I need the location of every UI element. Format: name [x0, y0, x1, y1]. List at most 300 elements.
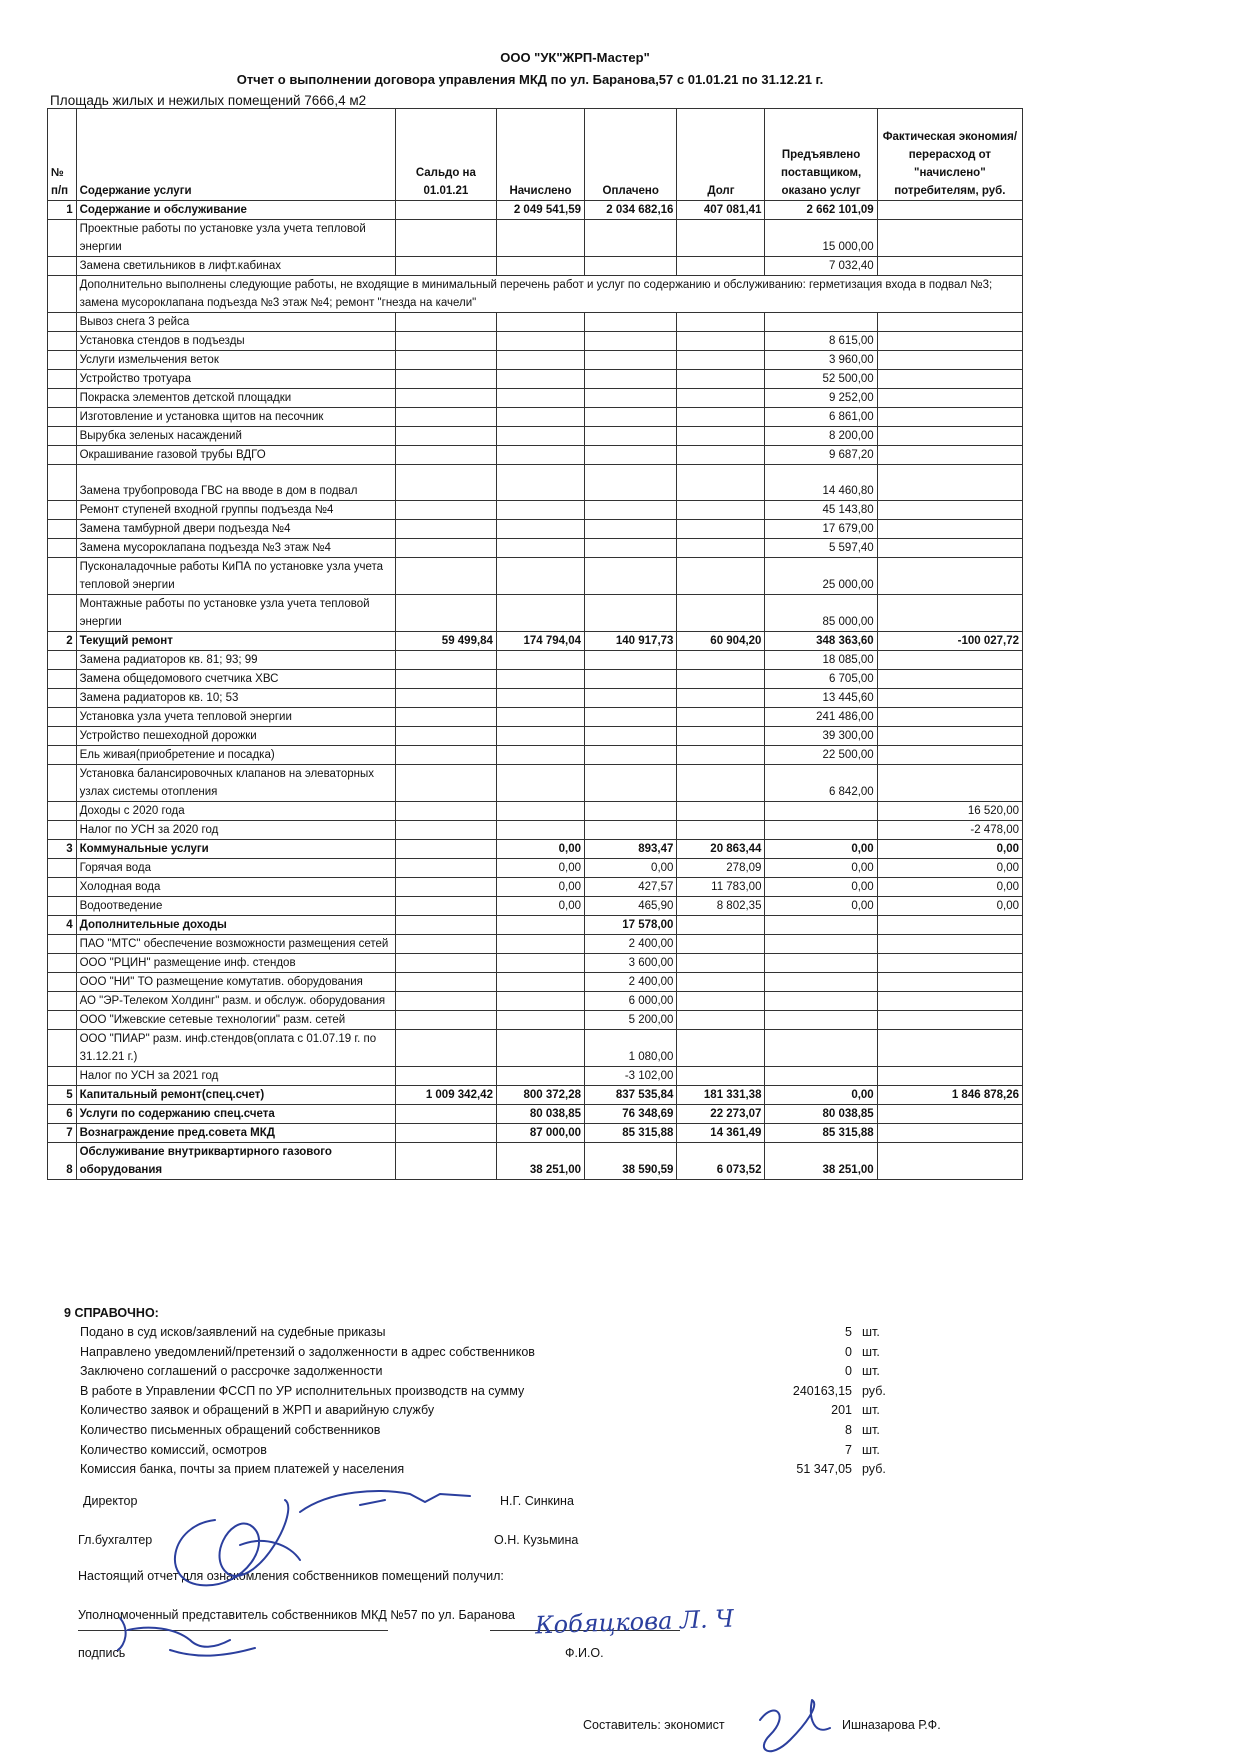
cell-paid: 465,90 [585, 897, 677, 916]
director-name: Н.Г. Синкина [500, 1494, 574, 1508]
reference-value: 7 [845, 1442, 852, 1457]
cell-fact [877, 389, 1022, 408]
cell-paid [585, 332, 677, 351]
cell-accrued [496, 670, 584, 689]
cell-saldo [395, 408, 496, 427]
cell-supplier: 80 038,85 [765, 1105, 877, 1124]
cell-no [48, 539, 77, 558]
col-header-no: № п/п [48, 109, 77, 201]
cell-supplier: 8 200,00 [765, 427, 877, 446]
table-row [48, 708, 1023, 727]
cell-no: 4 [48, 916, 77, 935]
table-header-row [48, 109, 1023, 201]
cell-accrued [496, 501, 584, 520]
cell-name: Пусконаладочные работы КиПА по установке узла учета тепловой энергии [76, 558, 395, 595]
table-row [48, 1143, 1023, 1180]
reference-number: 9 [64, 1306, 71, 1320]
table-row [48, 916, 1023, 935]
cell-saldo [395, 332, 496, 351]
cell-name: Ремонт ступеней входной группы подъезда №4 [76, 501, 395, 520]
cell-fact [877, 408, 1022, 427]
cell-saldo [395, 916, 496, 935]
cell-supplier: 45 143,80 [765, 501, 877, 520]
cell-name: Услуги измельчения веток [76, 351, 395, 370]
cell-supplier [765, 973, 877, 992]
reference-unit: шт. [862, 1403, 880, 1418]
reference-unit: шт. [862, 1344, 880, 1359]
cell-name: Установка узла учета тепловой энергии [76, 708, 395, 727]
cell-saldo [395, 878, 496, 897]
cell-name: АО "ЭР-Телеком Холдинг" разм. и обслуж. оборудования [76, 992, 395, 1011]
table-row [48, 670, 1023, 689]
cell-fact [877, 427, 1022, 446]
cell-saldo [395, 201, 496, 220]
cell-supplier: 2 662 101,09 [765, 201, 877, 220]
cell-paid [585, 746, 677, 765]
cell-no [48, 1011, 77, 1030]
cell-fact [877, 1143, 1022, 1180]
cell-saldo [395, 427, 496, 446]
cell-debt [677, 746, 765, 765]
cell-fact [877, 670, 1022, 689]
org-title: ООО "УК"ЖРП-Мастер" [500, 50, 650, 65]
cell-debt: 6 073,52 [677, 1143, 765, 1180]
report-table [47, 108, 1023, 1180]
table-row [48, 539, 1023, 558]
cell-accrued [496, 765, 584, 802]
table-row [48, 370, 1023, 389]
reference-item [80, 1443, 920, 1463]
cell-saldo [395, 558, 496, 595]
note-row [48, 276, 1023, 313]
table-row [48, 954, 1023, 973]
cell-debt [677, 1030, 765, 1067]
reference-unit: шт. [862, 1442, 880, 1457]
cell-fact [877, 313, 1022, 332]
cell-fact [877, 370, 1022, 389]
cell-fact: -100 027,72 [877, 632, 1022, 651]
cell-accrued [496, 746, 584, 765]
cell-paid [585, 446, 677, 465]
cell-no [48, 408, 77, 427]
cell-paid: 837 535,84 [585, 1086, 677, 1105]
reference-label: Количество заявок и обращений в ЖРП и аварийную службу [80, 1403, 435, 1418]
cell-supplier: 38 251,00 [765, 1143, 877, 1180]
cell-supplier [765, 802, 877, 821]
cell-paid [585, 727, 677, 746]
cell-fact [877, 1030, 1022, 1067]
table-row [48, 389, 1023, 408]
accountant-name: О.Н. Кузьмина [494, 1533, 579, 1547]
table-row [48, 878, 1023, 897]
cell-no [48, 651, 77, 670]
cell-name: Монтажные работы по установке узла учета тепловой энергии [76, 595, 395, 632]
cell-debt [677, 520, 765, 539]
col-header-fact: Фактическая экономия/перерасход от "начислено" потребителям, руб. [877, 109, 1022, 201]
cell-supplier: 85 315,88 [765, 1124, 877, 1143]
reference-value: 51 347,05 [796, 1462, 852, 1477]
cell-saldo [395, 802, 496, 821]
cell-no [48, 332, 77, 351]
cell-no [48, 821, 77, 840]
table-row [48, 595, 1023, 632]
cell-debt [677, 708, 765, 727]
cell-no: 8 [48, 1143, 77, 1180]
cell-accrued [496, 935, 584, 954]
cell-fact [877, 935, 1022, 954]
cell-supplier: 17 679,00 [765, 520, 877, 539]
cell-name: Замена светильников в лифт.кабинах [76, 257, 395, 276]
cell-saldo [395, 935, 496, 954]
cell-debt [677, 389, 765, 408]
cell-fact: 1 846 878,26 [877, 1086, 1022, 1105]
cell-supplier: 9 252,00 [765, 389, 877, 408]
cell-name: Покраска элементов детской площадки [76, 389, 395, 408]
cell-debt [677, 670, 765, 689]
reference-label: Количество письменных обращений собственников [80, 1422, 381, 1437]
cell-debt [677, 689, 765, 708]
cell-saldo [395, 220, 496, 257]
cell-supplier: 6 861,00 [765, 408, 877, 427]
cell-saldo: 59 499,84 [395, 632, 496, 651]
cell-name: Устройство тротуара [76, 370, 395, 389]
cell-debt [677, 501, 765, 520]
cell-supplier: 22 500,00 [765, 746, 877, 765]
cell-saldo [395, 746, 496, 765]
cell-saldo [395, 821, 496, 840]
cell-paid [585, 802, 677, 821]
cell-supplier: 7 032,40 [765, 257, 877, 276]
cell-paid [585, 370, 677, 389]
cell-paid: -3 102,00 [585, 1067, 677, 1086]
cell-accrued: 0,00 [496, 897, 584, 916]
cell-name: Услуги по содержанию спец.счета [76, 1105, 395, 1124]
table-row [48, 935, 1023, 954]
table-row [48, 727, 1023, 746]
table-row [48, 840, 1023, 859]
cell-fact [877, 539, 1022, 558]
cell-supplier [765, 821, 877, 840]
cell-no [48, 446, 77, 465]
cell-no [48, 558, 77, 595]
table-row [48, 446, 1023, 465]
cell-accrued [496, 427, 584, 446]
representative-statement: Уполномоченный представитель собственников МКД №57 по ул. Баранова [78, 1608, 515, 1622]
cell-accrued [496, 558, 584, 595]
cell-accrued: 87 000,00 [496, 1124, 584, 1143]
cell-saldo [395, 1030, 496, 1067]
cell-debt: 278,09 [677, 859, 765, 878]
cell-debt [677, 465, 765, 501]
cell-supplier: 39 300,00 [765, 727, 877, 746]
cell-no: 3 [48, 840, 77, 859]
cell-saldo [395, 897, 496, 916]
cell-paid [585, 257, 677, 276]
table-row [48, 1030, 1023, 1067]
cell-paid [585, 220, 677, 257]
cell-name: Замена радиаторов кв. 81; 93; 99 [76, 651, 395, 670]
cell-saldo [395, 595, 496, 632]
cell-supplier: 5 597,40 [765, 539, 877, 558]
cell-no: 7 [48, 1124, 77, 1143]
cell-no [48, 802, 77, 821]
table-row [48, 558, 1023, 595]
cell-accrued [496, 332, 584, 351]
cell-debt [677, 558, 765, 595]
cell-name: Горячая вода [76, 859, 395, 878]
cell-saldo [395, 389, 496, 408]
table-row [48, 313, 1023, 332]
cell-debt [677, 1067, 765, 1086]
cell-debt: 14 361,49 [677, 1124, 765, 1143]
cell-supplier: 52 500,00 [765, 370, 877, 389]
cell-saldo [395, 859, 496, 878]
cell-debt: 22 273,07 [677, 1105, 765, 1124]
cell-paid [585, 670, 677, 689]
cell-name: Изготовление и установка щитов на песочник [76, 408, 395, 427]
cell-no: 6 [48, 1105, 77, 1124]
cell-accrued [496, 351, 584, 370]
cell-no: 5 [48, 1086, 77, 1105]
cell-paid [585, 313, 677, 332]
cell-accrued [496, 220, 584, 257]
table-row [48, 992, 1023, 1011]
cell-paid [585, 520, 677, 539]
cell-paid: 427,57 [585, 878, 677, 897]
cell-accrued [496, 313, 584, 332]
reference-value: 0 [845, 1344, 852, 1359]
cell-accrued [496, 520, 584, 539]
cell-accrued [496, 689, 584, 708]
cell-fact [877, 689, 1022, 708]
cell-saldo [395, 840, 496, 859]
cell-accrued [496, 257, 584, 276]
cell-debt [677, 973, 765, 992]
cell-debt [677, 370, 765, 389]
cell-fact [877, 220, 1022, 257]
cell-supplier: 0,00 [765, 840, 877, 859]
cell-debt [677, 595, 765, 632]
cell-saldo [395, 520, 496, 539]
cell-accrued: 38 251,00 [496, 1143, 584, 1180]
cell-fact [877, 465, 1022, 501]
cell-paid [585, 558, 677, 595]
cell-paid: 0,00 [585, 859, 677, 878]
cell-debt [677, 351, 765, 370]
cell-fact: -2 478,00 [877, 821, 1022, 840]
cell-paid [585, 708, 677, 727]
cell-paid: 3 600,00 [585, 954, 677, 973]
reference-value: 201 [831, 1403, 852, 1418]
cell-debt [677, 821, 765, 840]
cell-name: Налог по УСН за 2020 год [76, 821, 395, 840]
cell-paid: 140 917,73 [585, 632, 677, 651]
reference-unit: шт. [862, 1364, 880, 1379]
cell-accrued [496, 595, 584, 632]
cell-fact [877, 1067, 1022, 1086]
table-row [48, 746, 1023, 765]
cell-paid: 1 080,00 [585, 1030, 677, 1067]
cell-accrued [496, 1067, 584, 1086]
cell-name: Замена трубопровода ГВС на вводе в дом в подвал [76, 465, 395, 501]
cell-supplier: 241 486,00 [765, 708, 877, 727]
table-row [48, 201, 1023, 220]
cell-debt [677, 765, 765, 802]
cell-fact [877, 558, 1022, 595]
cell-name: Вырубка зеленых насаждений [76, 427, 395, 446]
cell-fact [877, 1105, 1022, 1124]
reference-unit: руб. [862, 1383, 886, 1398]
cell-name: Проектные работы по установке узла учета тепловой энергии [76, 220, 395, 257]
col-header-debt: Долг [677, 109, 765, 201]
cell-paid: 17 578,00 [585, 916, 677, 935]
col-header-name: Содержание услуги [76, 109, 395, 201]
cell-name: ООО "РЦИН" размещение инф. стендов [76, 954, 395, 973]
reference-item [80, 1325, 920, 1345]
cell-name: ООО "Ижевские сетевые технологии" разм. сетей [76, 1011, 395, 1030]
cell-fact [877, 595, 1022, 632]
reference-item [80, 1384, 920, 1404]
cell-no [48, 746, 77, 765]
reference-label: Направлено уведомлений/претензий о задолженности в адрес собственников [80, 1344, 535, 1359]
table-row [48, 408, 1023, 427]
cell-no [48, 501, 77, 520]
cell-fact [877, 501, 1022, 520]
signature-caption: подпись [78, 1646, 126, 1660]
cell-saldo [395, 313, 496, 332]
reference-item [80, 1403, 920, 1423]
cell-no [48, 992, 77, 1011]
cell-paid: 2 034 682,16 [585, 201, 677, 220]
cell-name: Установка стендов в подъезды [76, 332, 395, 351]
cell-paid [585, 539, 677, 558]
reference-item [80, 1345, 920, 1365]
cell-debt [677, 992, 765, 1011]
cell-no [48, 859, 77, 878]
reference-label: Заключено соглашений о рассрочке задолженности [80, 1364, 383, 1379]
cell-no [48, 520, 77, 539]
table-row [48, 973, 1023, 992]
cell-saldo [395, 370, 496, 389]
cell-no [48, 765, 77, 802]
cell-supplier [765, 1067, 877, 1086]
cell-supplier: 0,00 [765, 1086, 877, 1105]
table-row [48, 1124, 1023, 1143]
cell-no [48, 689, 77, 708]
cell-fact: 0,00 [877, 897, 1022, 916]
cell-name: Вывоз снега 3 рейса [76, 313, 395, 332]
cell-accrued [496, 651, 584, 670]
cell-no [48, 389, 77, 408]
cell-fact [877, 916, 1022, 935]
cell-paid: 76 348,69 [585, 1105, 677, 1124]
cell-fact [877, 651, 1022, 670]
reference-value: 0 [845, 1364, 852, 1379]
table-row [48, 765, 1023, 802]
cell-accrued [496, 370, 584, 389]
table-row [48, 520, 1023, 539]
cell-supplier: 0,00 [765, 878, 877, 897]
cell-fact [877, 973, 1022, 992]
cell-fact [877, 520, 1022, 539]
cell-name: Замена мусороклапана подъезда №3 этаж №4 [76, 539, 395, 558]
cell-no [48, 973, 77, 992]
cell-no [48, 595, 77, 632]
compiler-label: Составитель: экономист [583, 1718, 725, 1732]
cell-fact [877, 727, 1022, 746]
cell-accrued: 800 372,28 [496, 1086, 584, 1105]
cell-no [48, 897, 77, 916]
cell-saldo [395, 765, 496, 802]
cell-fact: 16 520,00 [877, 802, 1022, 821]
cell-name: ООО "ПИАР" разм. инф.стендов(оплата с 01.07.19 г. по 31.12.21 г.) [76, 1030, 395, 1067]
cell-saldo [395, 1067, 496, 1086]
table-row [48, 859, 1023, 878]
reference-item [80, 1364, 920, 1384]
cell-accrued [496, 992, 584, 1011]
cell-name: Налог по УСН за 2021 год [76, 1067, 395, 1086]
cell-debt [677, 916, 765, 935]
cell-supplier [765, 954, 877, 973]
cell-paid: 5 200,00 [585, 1011, 677, 1030]
cell-debt [677, 802, 765, 821]
table-row [48, 689, 1023, 708]
compiler-signature-icon [760, 1700, 830, 1751]
area-caption: Площадь жилых и нежилых помещений 7666,4 м2 [50, 93, 367, 108]
cell-accrued [496, 821, 584, 840]
cell-fact [877, 201, 1022, 220]
cell-name: Холодная вода [76, 878, 395, 897]
reference-label: Подано в суд исков/заявлений на судебные приказы [80, 1325, 386, 1339]
cell-supplier: 3 960,00 [765, 351, 877, 370]
cell-name: Замена радиаторов кв. 10; 53 [76, 689, 395, 708]
cell-paid: 893,47 [585, 840, 677, 859]
cell-fact [877, 708, 1022, 727]
table-row [48, 465, 1023, 501]
cell-accrued: 0,00 [496, 878, 584, 897]
cell-supplier: 18 085,00 [765, 651, 877, 670]
cell-debt: 8 802,35 [677, 897, 765, 916]
reference-label: Количество комиссий, осмотров [80, 1442, 267, 1457]
reference-value: 240163,15 [792, 1383, 852, 1398]
cell-saldo: 1 009 342,42 [395, 1086, 496, 1105]
cell-debt [677, 539, 765, 558]
cell-fact [877, 1011, 1022, 1030]
cell-debt: 20 863,44 [677, 840, 765, 859]
cell-accrued [496, 916, 584, 935]
cell-debt [677, 727, 765, 746]
cell-no [48, 427, 77, 446]
cell-no [48, 935, 77, 954]
cell-accrued [496, 389, 584, 408]
cell-fact [877, 446, 1022, 465]
cell-saldo [395, 651, 496, 670]
cell-saldo [395, 539, 496, 558]
accountant-label: Гл.бухгалтер [78, 1533, 153, 1547]
cell-debt [677, 332, 765, 351]
cell-supplier: 348 363,60 [765, 632, 877, 651]
reference-value: 5 [845, 1325, 852, 1339]
cell-debt [677, 257, 765, 276]
cell-fact: 0,00 [877, 840, 1022, 859]
cell-paid [585, 689, 677, 708]
cell-fact [877, 351, 1022, 370]
cell-supplier [765, 1030, 877, 1067]
cell-debt [677, 935, 765, 954]
cell-accrued [496, 408, 584, 427]
cell-no [48, 370, 77, 389]
table-row [48, 501, 1023, 520]
